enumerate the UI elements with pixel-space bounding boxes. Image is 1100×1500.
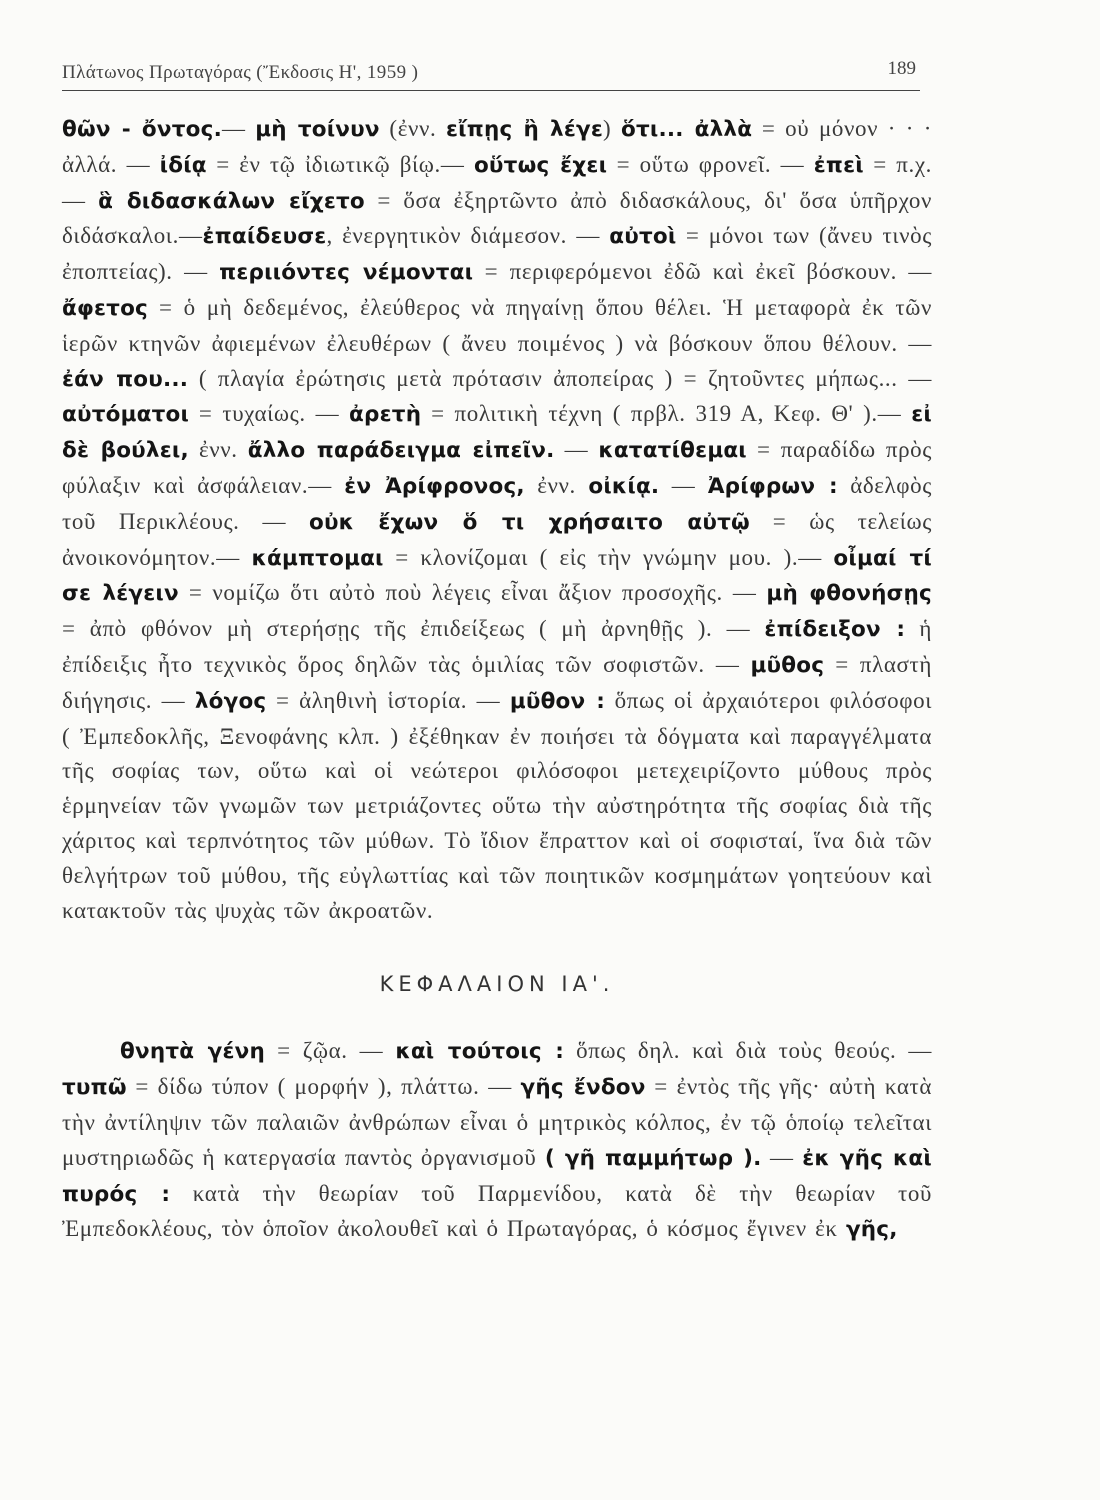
lemma-term: ἐπίδειξον : [764,617,906,643]
lemma-term: μῦθον : [509,688,606,714]
page-number: 189 [887,58,916,79]
lemma-term: ἐάν που... [62,366,189,392]
lemma-term: ὅτι... ἀλλὰ [621,117,753,142]
gloss-text: = περιφερόμενοι ἐδῶ καὶ ἐκεῖ βόσκουν. — [473,259,932,285]
lemma-term: κάμπτομαι [251,545,384,571]
gloss-text: ἀδελφὸς τοῦ Περικλέους. — [62,472,932,534]
gloss-text: = τυχαίως. — [189,401,350,427]
lemma-term: ( γῆ παμμήτωρ ). [544,1145,762,1171]
lemma-term: μῦθος [750,652,825,678]
lemma-term: οὕτως ἔχει [473,152,608,178]
lemma-term: οὐκ ἔχων ὅ τι χρήσαιτο αὐτῷ [308,509,750,535]
lemma-term: ἐπεὶ [813,152,864,178]
gloss-text: ἡ ἐπίδειξις ἦτο τεχνικὸς ὅρος δηλῶν τὰς ὁμιλίας τῶν σοφιστῶν. — [62,616,933,677]
gloss-text: ἐνν. [188,437,248,463]
lemma-term: ἄφετος [62,295,148,321]
lemma-term: γῆς ἔνδον [520,1075,646,1101]
gloss-text: = ἐντὸς τῆς γῆς· αὐτὴ κατὰ τὴν ἀντίληψιν τῶν παλαιῶν ἀνθρώπων εἶναι ὁ μητρικὸς κόλπος, ἐν τῷ ὁποίῳ τελεῖται μυστηριωδῶς ἡ κατεργασία παντὸς ὀργανισμοῦ [62,1074,933,1170]
gloss-text: ( πλαγία ἐρώτησις μετὰ πρότασιν ἀποπείρας ) = ζητοῦντες μήπως... — [188,365,932,391]
lemma-term: θῶν - ὄντος. [62,117,222,142]
gloss-text: = ὡς τελείως ἀνοικονόμητον.— [62,508,932,570]
gloss-text: , ἐνεργητικὸν διάμεσον. — [326,223,610,249]
commentary-text [62,112,932,1248]
lemma-term: ἰδίᾳ [159,152,207,178]
gloss-text: ) [603,116,621,141]
gloss-text: = ὅσα ἐξηρτῶντο ἀπὸ διδασκάλους, δι' ὅσα ὑπῆρχον διδάσκαλοι.— [62,187,933,249]
lemma-term: θνητὰ γένη [120,1039,265,1065]
lemma-term: αὐτόματοι [62,402,190,428]
lemma-term: οἰκίᾳ. [588,473,660,499]
gloss-text: ἐνν. [524,472,589,498]
lemma-term: περιιόντες νέμονται [219,260,474,286]
lemma-term: τυπῶ [62,1075,127,1101]
lemma-term: ἃ διδασκάλων εἴχετο [98,188,365,214]
lemma-term: κατατίθεμαι [598,438,747,464]
gloss-text: = ζῷα. — [265,1038,396,1064]
lemma-term: οἶμαί τί σε λέγειν [62,545,932,607]
gloss-text: = π.χ. — [62,151,933,213]
commentary-paragraph-1 [62,112,932,928]
gloss-text: = ἀπὸ φθόνον μὴ στερήσῃς τῆς ἐπιδείξεως ( μὴ ἀρνηθῇς ). — [62,616,765,642]
lemma-term: ἐν Ἀρίφρονος, [344,473,525,499]
running-title: Πλάτωνος Πρωταγόρας (Ἔκδοσις Η', 1959 ) [62,62,419,83]
lemma-term: καὶ τούτοις : [395,1039,565,1065]
commentary-paragraph-2 [62,1034,932,1248]
gloss-text: κατὰ τὴν θεωρίαν τοῦ Παρμενίδου, κατὰ δὲ τὴν θεωρίαν τοῦ Ἐμπεδοκλέους, τὸν ὁποῖον ἀκολουθεῖ καὶ ὁ Πρωταγόρας, ὁ κόσμος ἔγινεν ἐκ [62,1180,932,1242]
gloss-text: ὅπως οἱ ἀρχαιότεροι φιλόσοφοι ( Ἐμπεδοκλῆς, Ξενοφάνης κλπ. ) ἐξέθηκαν ἐν ποιήσει τὰ δόγματα καὶ παραγγέλματα τῆς σοφίας των, οὕτω καὶ οἱ νεώτεροι φιλόσοφοι μετεχειρίζοντο μύθους πρὸς ἑρμηνείαν τῶν γνωμῶν των μετριάζοντες οὕτω τὴν αὐστηρότητα τῆς σοφίας διὰ τῆς χάριτος καὶ τερπνότητος τῶν μύθων. Τὸ ἴδιον ἔπραττον καὶ οἱ σοφισταί, ἵνα διὰ τῶν θελγήτρων τοῦ μύθου, τῆς εὐγλωττίας καὶ τῶν ποιητικῶν κοσμημάτων γοητεύουν καὶ κατακτοῦν τὰς ψυχὰς τῶν ἀκροατῶν. [62,687,933,923]
gloss-text: = μόνοι των (ἄνευ τινὸς ἐποπτείας). — [62,223,932,285]
lemma-term: Ἀρίφρων : [707,473,838,499]
lemma-term: εἴπῃς ἢ λέγε [446,117,604,142]
gloss-text: = ἐν τῷ ἰδιωτικῷ βίῳ.— [206,151,474,177]
gloss-text: — [659,472,708,498]
running-header [62,58,920,91]
gloss-text: = νομίζω ὅτι αὐτὸ ποὺ λέγεις εἶναι ἄξιον προσοχῆς. — [178,580,767,606]
lemma-term: ἐκ γῆς καὶ πυρός : [62,1145,932,1207]
gloss-text: — [554,437,599,463]
lemma-term: μὴ φθονήσῃς [766,581,932,607]
lemma-term: ἐπαίδευσε [202,224,327,250]
lemma-term: μὴ τοίνυν [255,117,380,142]
gloss-text: — [221,116,256,141]
gloss-text: = κλονίζομαι ( εἰς τὴν γνώμην μου. ).— [383,544,834,570]
gloss-text: = πλαστὴ διήγησις. — [62,651,932,713]
gloss-text: = ἀληθινὴ ἱστορία. — [266,687,510,713]
lemma-term: ἄλλο παράδειγμα εἰπεῖν. [247,438,555,464]
gloss-text: = παραδίδω πρὸς φύλαξιν καὶ ἀσφάλειαν.— [62,437,932,498]
lemma-term: γῆς, [845,1217,898,1243]
lemma-term: αὐτοὶ [609,224,677,250]
gloss-text: = ὁ μὴ δεδεμένος, ἐλεύθερος νὰ πηγαίνῃ ὅπου θέλει. Ἡ μεταφορὰ ἐκ τῶν ἱερῶν κτηνῶν ἀφιεμένων ἐλευθέρων ( ἄνευ ποιμένος ) νὰ βόσκουν ὅπου θέλουν. — [62,294,932,356]
gloss-text: = δίδω τύπον ( μορφήν ), πλάττω. — [126,1074,521,1100]
lemma-term: λόγος [194,688,267,714]
gloss-text: ὅπως δηλ. καὶ διὰ τοὺς θεούς. — [564,1038,933,1064]
gloss-text: — [761,1144,803,1170]
gloss-text: = οὐ μόνον · · · ἀλλά. — [62,116,933,177]
gloss-text: (ἐνν. [379,116,447,141]
lemma-term: εἰ δὲ βούλει, [62,402,932,464]
lemma-term: ἀρετὴ [349,402,422,428]
gloss-text: = πολιτικὴ τέχνη ( πρβλ. 319 Α, Κεφ. Θ' ).— [421,401,912,427]
gloss-text: = οὕτω φρονεῖ. — [607,151,814,177]
chapter-heading: ΚΕΦΑΛΑΙΟΝ ΙΑ'. [379,972,615,997]
